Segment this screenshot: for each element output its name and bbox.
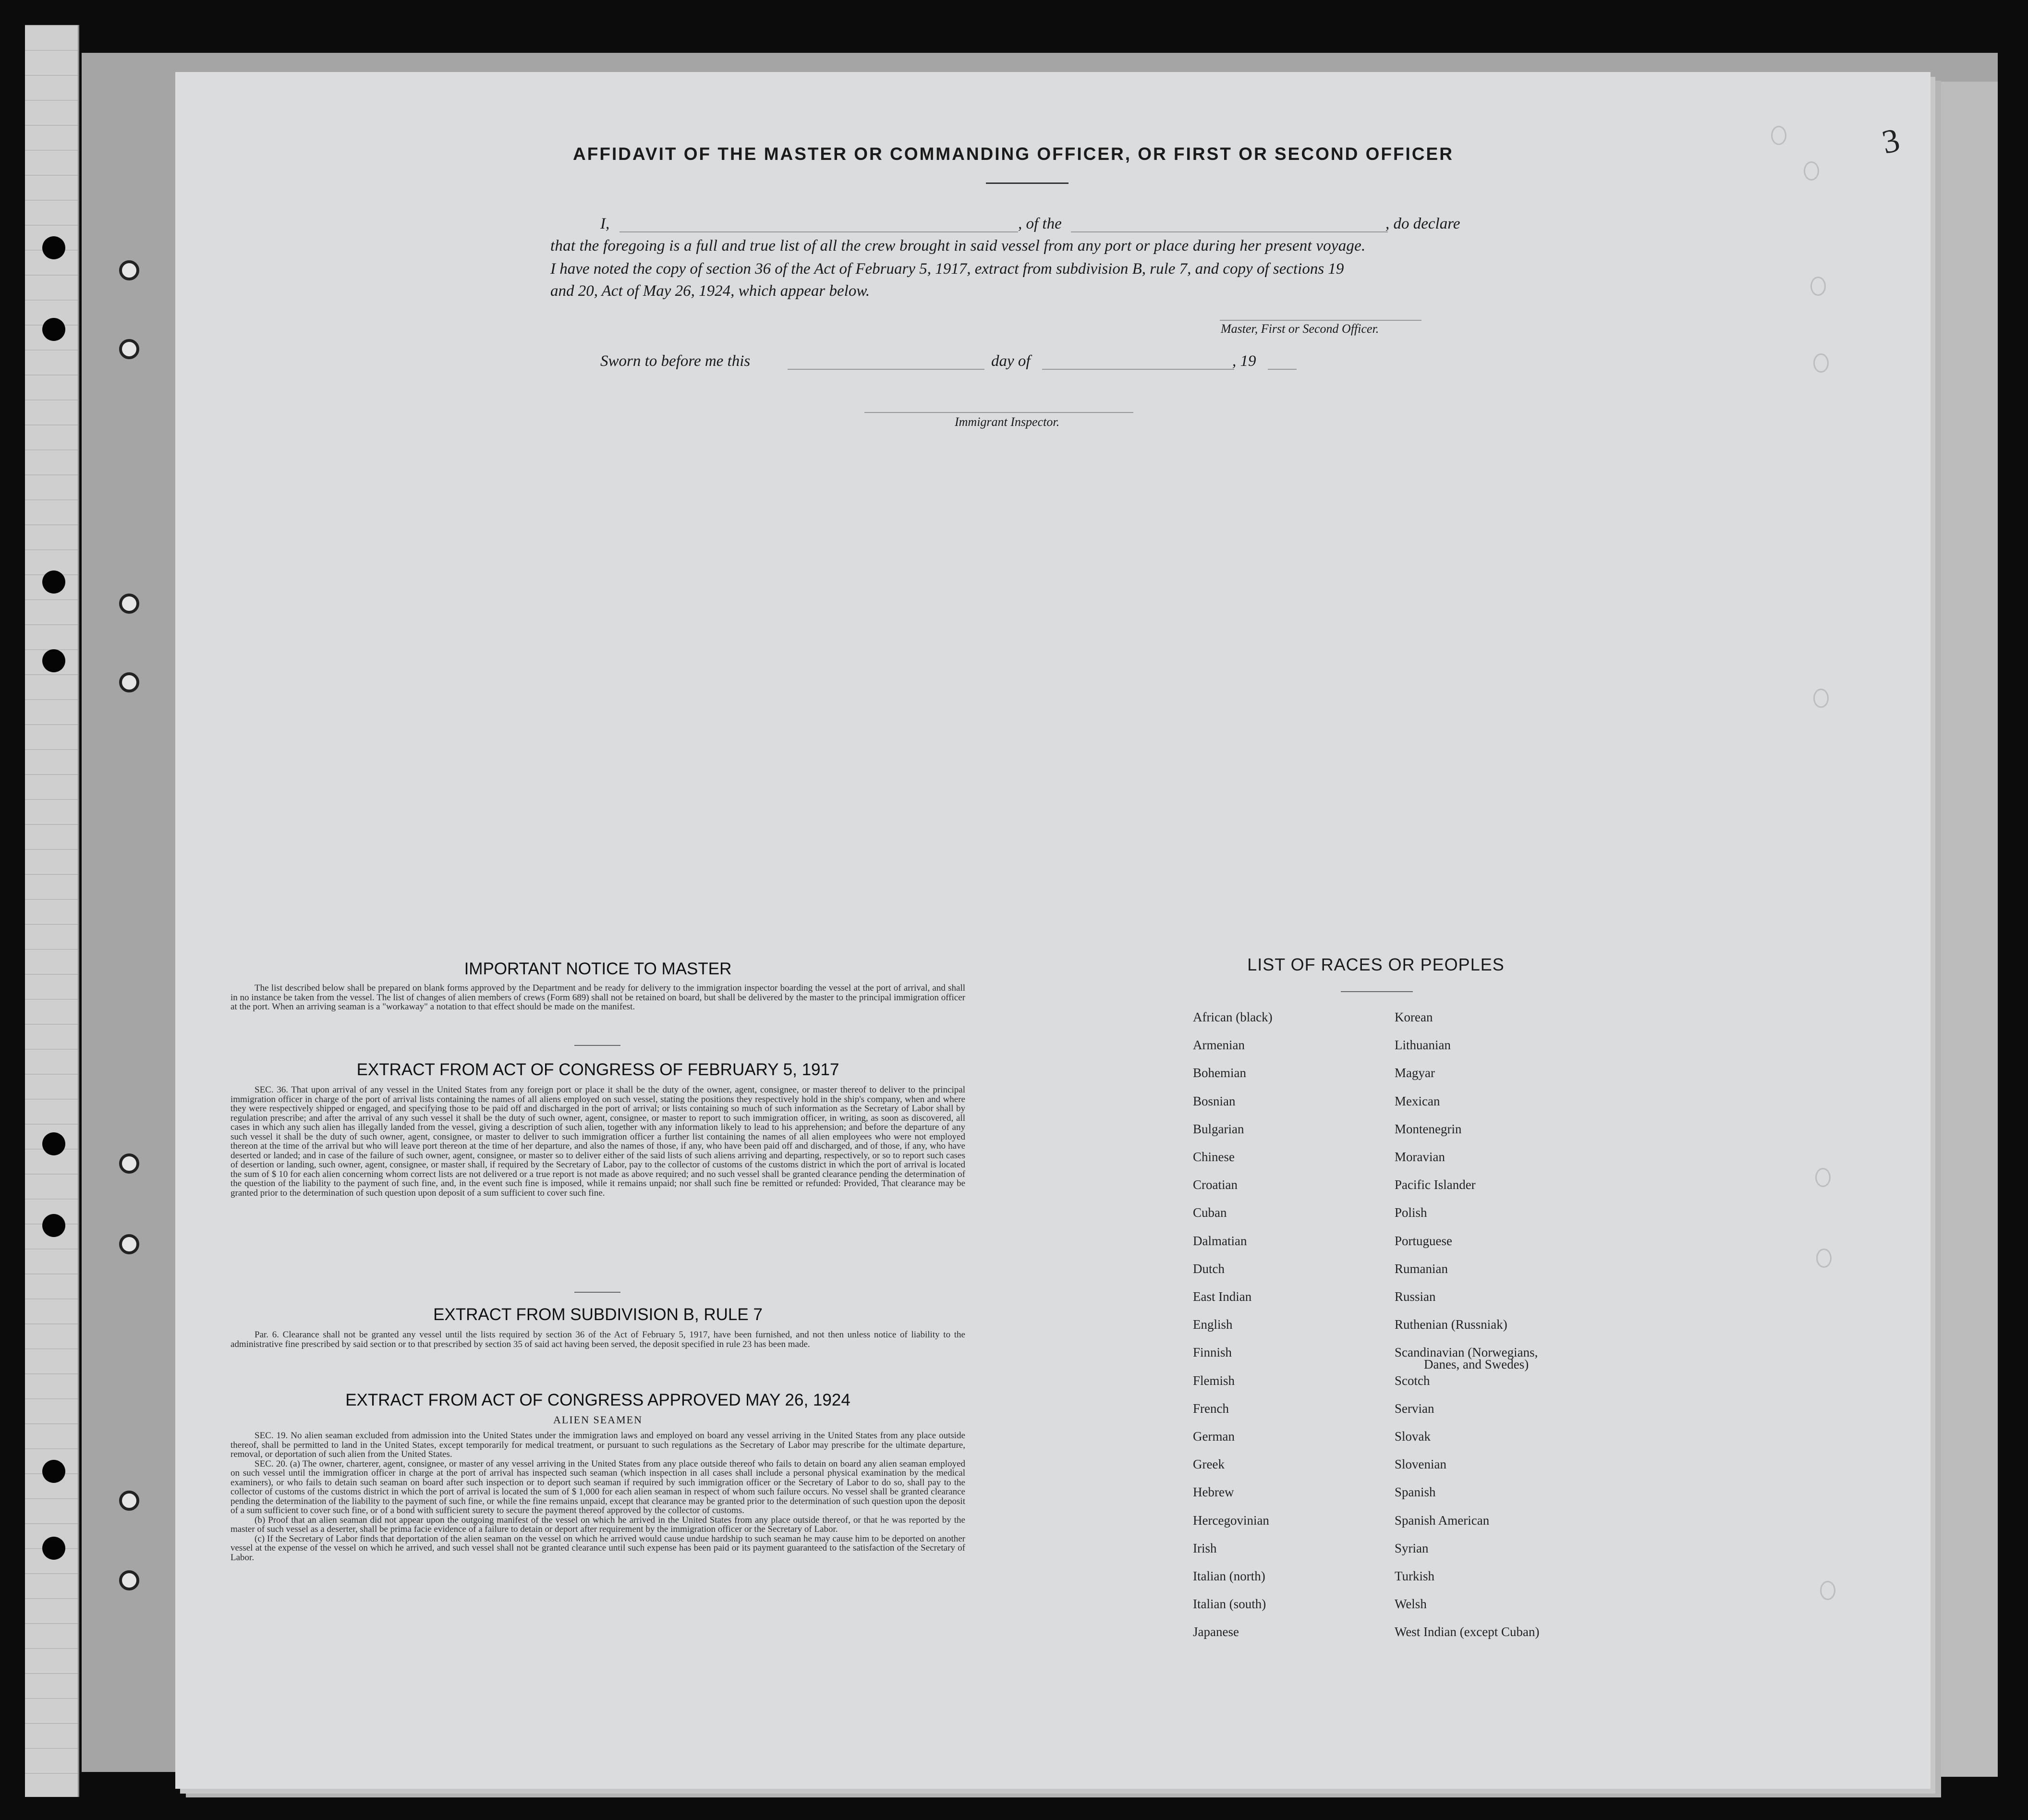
inspector-caption: Immigrant Inspector. [955, 415, 1060, 429]
race-item: Scotch [1395, 1373, 1430, 1388]
act-1917-paragraph: SEC. 36. That upon arrival of any vessel in the United States from any foreign port or place it shall be the duty of the owner, agent, consignee, or master thereof to deliver to the principal immigration officer in charge of the port of arrival lists containing the names of all aliens employed on such vessel, stating the positions they respectively hold in the ship's company, when and where they were respectively shipped or engaged, and specifying those to be paid off and discharged in the port of arrival; or lists containing so much of such information as the Secretary of Labor shall by regulation prescribe; and after the arrival of any such vessel it shall be the duty of such owner, agent, consignee, or master to report to such immigration officer, in writing, as soon as discovered, all cases in which any such alien has illegally landed from the vessel, giving a description of such alien, together with any information likely to lead to his apprehension; and before the departure of any such vessel it shall be the duty of such owner, agent, consignee, or master to deliver to such immigration officer a further list containing the names of all alien employees who were not employed thereon at the time of the arrival but who will leave port thereon at the time of her departure, and also the names of those, if any, who have been paid off and discharged, and of those, if any, who have deserted or landed; and in case of the failure of such owner, agent, consignee, or master so to deliver either of the said lists of such aliens arriving and departing, respectively, or so to report such cases of desertion or landing, such owner, agent, consignee, or master shall, if required by the Secretary of Labor, pay to the collector of customs of the customs district in which the port of arrival is located the sum of $ 10 for each alien concerning whom correct lists are not delivered or a true report is not made as above required; and no such vessel shall be granted clearance pending the determination of the question of the liability to the payment of such fine, and, in the event such fine is imposed, while it remains unpaid; nor shall such fine be remitted or refunded: Provided, That clearance may be granted prior to the determination of such question upon deposit of a sum sufficient to cover such fine. [231, 1085, 965, 1198]
race-item: Italian (north) [1193, 1569, 1265, 1583]
inspector-blank[interactable] [864, 412, 1133, 413]
rule-7-text [231, 1330, 965, 1349]
ring-hole [119, 1153, 139, 1174]
act-1917-title: EXTRACT FROM ACT OF CONGRESS OF FEBRUARY 5, 1917 [356, 1060, 839, 1079]
affidavit-declare: , do declare [1385, 215, 1460, 232]
month-blank[interactable] [1042, 369, 1234, 370]
race-item: Bulgarian [1193, 1121, 1244, 1136]
race-item: Magyar [1395, 1066, 1435, 1080]
race-item: Lithuanian [1395, 1038, 1451, 1053]
race-item: Scandinavian (Norwegians, [1395, 1345, 1538, 1360]
margin-hole [1815, 1168, 1831, 1187]
ring-hole [119, 1570, 139, 1590]
ring-hole [119, 1491, 139, 1511]
binder-hole [42, 1537, 65, 1560]
binder-strip [25, 25, 79, 1797]
race-item: East Indian [1193, 1289, 1252, 1304]
race-item: Servian [1395, 1401, 1434, 1416]
race-item: Welsh [1395, 1597, 1427, 1612]
ring-hole [119, 260, 139, 280]
race-item: Portuguese [1395, 1233, 1452, 1248]
signature-caption: Master, First or Second Officer. [1221, 322, 1379, 336]
notice-paragraph: The list described below shall be prepared on blank forms approved by the Department and be ready for delivery to the immigration inspector boarding the vessel at the port of arrival, and shall in no instance be taken from the vessel. The list of changes of alien members of crews (Form 689) shall not be retained on board, but shall be delivered by the master to the principal immigration officer at the port. When an arriving seaman is a "workaway" a notation to that effect should be made on the manifest. [231, 983, 965, 1012]
margin-hole [1810, 277, 1826, 296]
race-item: Slovak [1395, 1429, 1431, 1444]
name-blank[interactable] [619, 231, 1018, 232]
race-item: Moravian [1395, 1150, 1445, 1164]
race-item: Korean [1395, 1010, 1433, 1024]
race-item: Japanese [1193, 1625, 1239, 1639]
race-item: Russian [1395, 1289, 1436, 1304]
race-item: Rumanian [1395, 1261, 1448, 1276]
binder-hole [42, 236, 65, 259]
race-item: Chinese [1193, 1150, 1235, 1164]
ring-hole [119, 672, 139, 692]
affidavit-line-2: that the foregoing is a full and true list of all the crew brought in said vessel from any port or place during her present voyage. [550, 237, 1366, 255]
act-1924-text [231, 1431, 965, 1562]
affidavit-title: AFFIDAVIT OF THE MASTER OR COMMANDING OFFICER, OR FIRST OR SECOND OFFICER [573, 144, 1454, 164]
divider [574, 1292, 620, 1293]
race-item: Finnish [1193, 1345, 1232, 1360]
races-title: LIST OF RACES OR PEOPLES [1247, 955, 1505, 974]
notice-title: IMPORTANT NOTICE TO MASTER [464, 959, 732, 978]
margin-hole [1771, 126, 1786, 145]
race-item: Flemish [1193, 1373, 1235, 1388]
day-of-text: day of [991, 352, 1031, 370]
race-item: Syrian [1395, 1541, 1429, 1555]
race-item: English [1193, 1317, 1233, 1332]
act-1917-text [231, 1085, 965, 1198]
margin-hole [1804, 161, 1819, 181]
margin-hole [1813, 353, 1829, 373]
ring-hole [119, 339, 139, 359]
race-item: Dalmatian [1193, 1233, 1247, 1248]
race-item: German [1193, 1429, 1235, 1444]
race-item: Greek [1193, 1457, 1225, 1472]
race-item: Pacific Islander [1395, 1177, 1476, 1192]
sworn-day-blank[interactable] [788, 369, 984, 370]
margin-hole [1820, 1581, 1835, 1600]
race-item: Italian (south) [1193, 1597, 1266, 1612]
binder-hole [42, 1460, 65, 1483]
binder-hole [42, 1132, 65, 1155]
binder-hole [42, 1214, 65, 1237]
race-item: Spanish American [1395, 1513, 1490, 1528]
sec-20a-paragraph: SEC. 20. (a) The owner, charterer, agent, consignee, or master of any vessel arriving in the United States from any place outside thereof who fails to detain on board any alien seaman employed on such vessel until the immigration officer in charge at the port of arrival has inspected such seaman (which inspection in all cases shall include a personal physical examination by the medical examiners), or who fails to detain such seaman on board after such inspection or to deport such seaman if required by such immigration officer or the Secretary of Labor to do so, shall pay to the collector of customs of the customs district in which the port of arrival is located the sum of $ 1,000 for each alien seaman in respect of whom such failure occurs. No vessel shall be granted clearance pending the determination of the liability to the payment of such fine, or while the fine remains unpaid, except that clearance may be granted prior to the determination of such question upon the deposit of a sum sufficient to cover such fine, or of a bond with sufficient surety to secure the payment thereof approved by the collector of customs. [231, 1458, 965, 1516]
race-item: Spanish [1395, 1485, 1436, 1500]
alien-seamen-heading: ALIEN SEAMEN [553, 1414, 643, 1426]
race-item: Polish [1395, 1205, 1427, 1220]
race-item: Cuban [1193, 1205, 1227, 1220]
affidavit-line-4: and 20, Act of May 26, 1924, which appear below. [550, 282, 870, 300]
signature-blank[interactable] [1220, 320, 1421, 321]
year-prefix: , 19 [1232, 352, 1256, 370]
ring-hole [119, 594, 139, 614]
margin-hole [1816, 1249, 1832, 1268]
race-item: Dutch [1193, 1261, 1225, 1276]
vessel-blank[interactable] [1071, 231, 1388, 232]
binder-hole [42, 649, 65, 672]
race-scandinavian-continued: Danes, and Swedes) [1424, 1357, 1529, 1371]
sworn-text: Sworn to before me this [600, 352, 751, 370]
title-rule [986, 182, 1069, 184]
page-number: 3 [1879, 121, 1903, 161]
race-item: Turkish [1395, 1569, 1435, 1583]
race-item: Croatian [1193, 1177, 1238, 1192]
race-item: Montenegrin [1395, 1121, 1462, 1136]
race-item: Bohemian [1193, 1066, 1246, 1080]
races-divider [1341, 991, 1413, 992]
race-item: Hercegovinian [1193, 1513, 1269, 1528]
race-item: Bosnian [1193, 1093, 1236, 1108]
race-item: Ruthenian (Russniak) [1395, 1317, 1507, 1332]
ring-hole [119, 1234, 139, 1254]
race-item: Armenian [1193, 1038, 1245, 1053]
race-item: African (black) [1193, 1010, 1273, 1024]
year-blank[interactable] [1268, 369, 1297, 370]
binder-hole [42, 570, 65, 594]
rule-7-paragraph: Par. 6. Clearance shall not be granted any vessel until the lists required by section 36 of the Act of February 5, 1917, have been furnished, and not then unless notice of liability to the administrative fine prescribed by said section or to that prescribed by section 35 of said act having been served, the deposit specified in rule 23 has been made. [231, 1330, 965, 1349]
act-1924-title: EXTRACT FROM ACT OF CONGRESS APPROVED MAY 26, 1924 [345, 1391, 850, 1409]
affidavit-line-3: I have noted the copy of section 36 of the Act of February 5, 1917, extract from subdivision B, rule 7, and copy of sections 19 [550, 260, 1344, 278]
race-item: West Indian (except Cuban) [1395, 1625, 1540, 1639]
race-item: Mexican [1395, 1093, 1440, 1108]
notice-text [231, 983, 965, 1012]
margin-hole [1813, 689, 1829, 708]
divider [574, 1045, 620, 1046]
affidavit-of-the: , of the [1018, 215, 1062, 232]
rule-7-title: EXTRACT FROM SUBDIVISION B, RULE 7 [433, 1305, 763, 1324]
race-item: Irish [1193, 1541, 1217, 1555]
sec-19-paragraph: SEC. 19. No alien seaman excluded from admission into the United States under the immigration laws and employed on board any vessel arriving in the United States from any place outside thereof, shall be permitted to land in the United States, except temporarily for medical treatment, or pursuant to such regulations as the Secretary of Labor may prescribe for the ultimate departure, removal, or deportation of such alien from the United States. [231, 1431, 965, 1459]
race-item: French [1193, 1401, 1229, 1416]
sec-20b-paragraph: (b) Proof that an alien seaman did not appear upon the outgoing manifest of the vessel on which he arrived in the United States from any place outside thereof, or that he was reported by the master of such vessel as a deserter, shall be prima facie evidence of a failure to detain or deport after requirement by the immigration officer or the Secretary of Labor. [231, 1515, 965, 1534]
race-item: Hebrew [1193, 1485, 1234, 1500]
race-item: Slovenian [1395, 1457, 1446, 1472]
affidavit-i: I, [600, 215, 610, 232]
sec-20c-paragraph: (c) If the Secretary of Labor finds that deportation of the alien seaman on the vessel on which he arrived would cause undue hardship to such seaman he may cause him to be deported on another vessel at the expense of the vessel on which he arrived, and such vessel shall not be granted clearance until such expense has been paid or its payment guaranteed to the satisfaction of the Secretary of Labor. [231, 1533, 965, 1563]
binder-hole [42, 318, 65, 341]
